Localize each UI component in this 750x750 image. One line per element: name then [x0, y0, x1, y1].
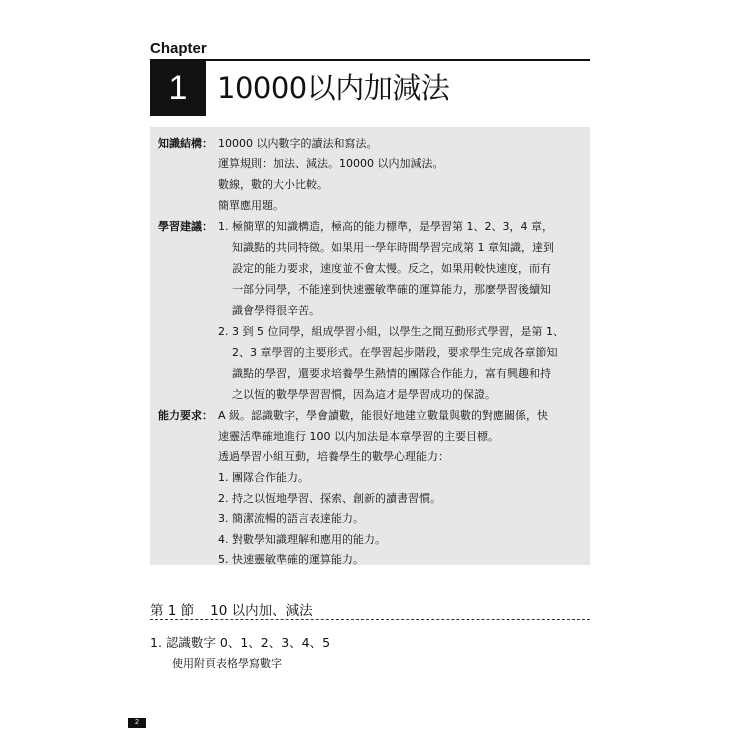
knowledge-line: 10000 以内數字的讀法和寫法。: [218, 137, 378, 150]
chapter-number-box: 1: [150, 61, 206, 116]
knowledge-line: 數線，數的大小比較。: [218, 178, 328, 191]
chapter-title: 10000以内加減法: [217, 71, 450, 105]
dashed-divider: [150, 619, 590, 620]
advice-line: 2、3 章學習的主要形式。在學習起步階段，要求學生完成各章節知: [232, 346, 558, 359]
advice-line: 設定的能力要求，速度並不會太慢。反之，如果用較快速度，而有: [232, 262, 551, 275]
ability-line: 速靈活準確地進行 100 以内加法是本章學習的主要目標。: [218, 430, 499, 443]
ability-line: 1. 團隊合作能力。: [218, 471, 309, 484]
ability-label: 能力要求：: [158, 409, 213, 422]
subsection-heading: 1. 認識數字 0、1、2、3、4、5: [150, 635, 331, 650]
chapter-label: Chapter: [150, 40, 207, 57]
page-number: 2: [128, 718, 146, 728]
chapter-rule: [150, 59, 590, 61]
knowledge-label: 知識結構：: [158, 137, 213, 150]
advice-line: 1. 極簡單的知識構造，極高的能力標準，是學習第 1、2、3，4 章，: [218, 220, 553, 233]
advice-line: 一部分同學，不能達到快速靈敏準確的運算能力，那麼學習後續知: [232, 283, 551, 296]
section-number: 第 1 節: [150, 603, 195, 619]
advice-line: 知識點的共同特徵。如果用一學年時間學習完成第 1 章知識，達到: [232, 241, 554, 254]
ability-line: 3. 簡潔流暢的語言表達能力。: [218, 512, 364, 525]
section-title: 10 以内加、減法: [210, 603, 313, 619]
ability-line: A 級。認識數字，學會讀數，能很好地建立數量與數的對應關係，快: [218, 409, 549, 422]
ability-line: 2. 持之以恆地學習、探索、創新的讀書習慣。: [218, 492, 441, 505]
ability-line: 4. 對數學知識理解和應用的能力。: [218, 533, 386, 546]
advice-line: 識點的學習，還要求培養學生熱情的團隊合作能力，富有興趣和持: [232, 367, 551, 380]
advice-line: 2. 3 到 5 位同學，組成學習小組，以學生之間互動形式學習，是第 1、: [218, 325, 564, 338]
advice-line: 之以恆的數學學習習慣，因為這才是學習成功的保證。: [232, 388, 496, 401]
subsection-text: 使用附頁表格學寫數字: [172, 657, 282, 670]
ability-line: 透過學習小組互動，培養學生的數學心理能力：: [218, 450, 449, 463]
advice-line: 識會學得很辛苦。: [232, 304, 320, 317]
knowledge-line: 簡單應用題。: [218, 199, 284, 212]
section-heading: [150, 599, 313, 619]
advice-label: 學習建議：: [158, 220, 213, 233]
ability-line: 5. 快速靈敏準確的運算能力。: [218, 553, 364, 566]
knowledge-line: 運算規則：加法、減法。10000 以内加減法。: [218, 157, 444, 170]
